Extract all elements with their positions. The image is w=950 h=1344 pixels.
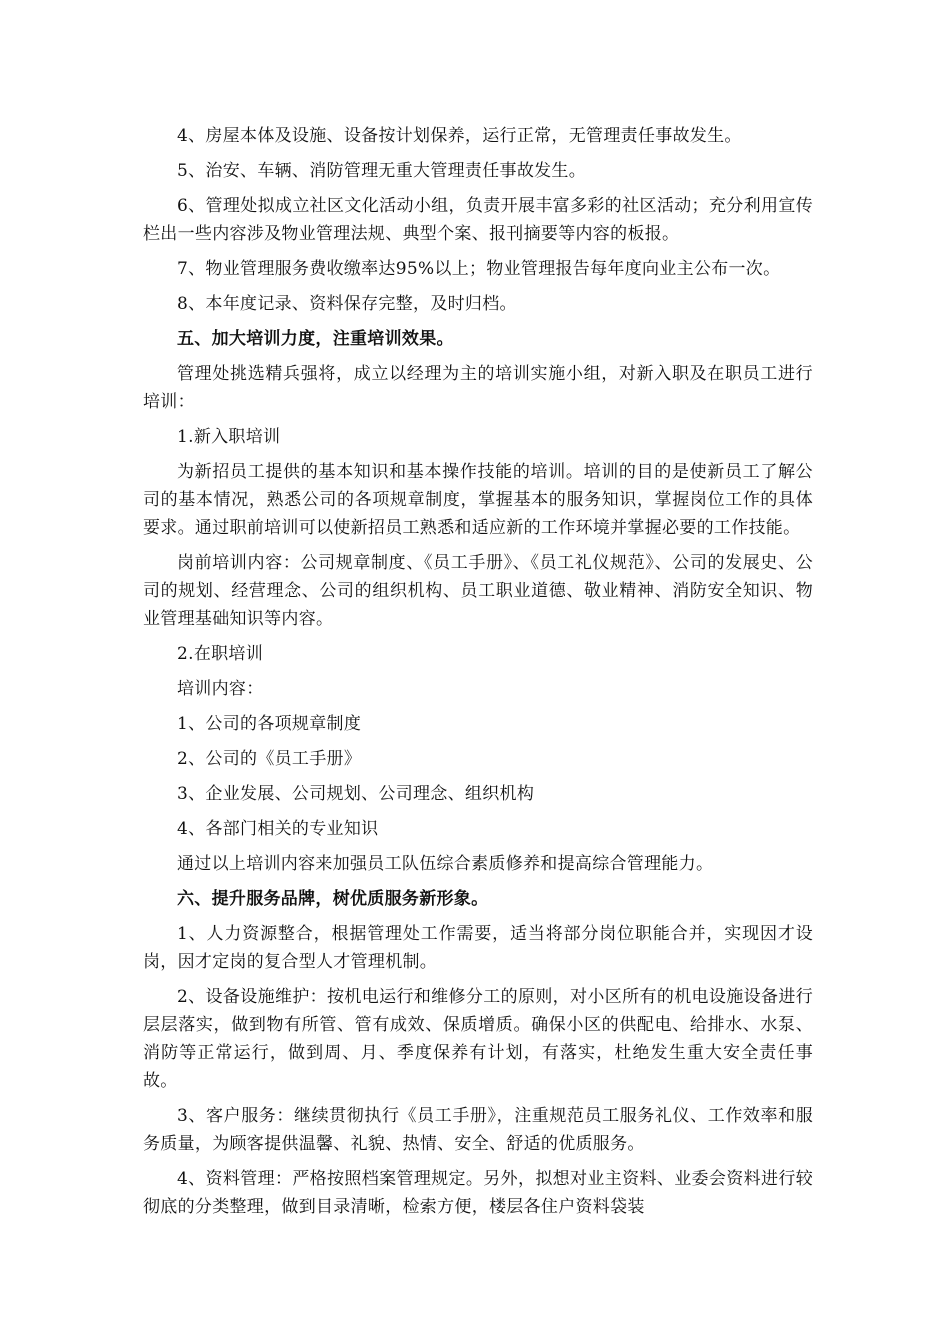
paragraph: 5、治安、车辆、消防管理无重大管理责任事故发生。 <box>177 161 587 181</box>
sub-heading: 1.新入职培训 <box>177 427 281 447</box>
paragraph: 6、管理处拟成立社区文化活动小组，负责开展丰富多彩的社区活动；充分利用宣传栏出一些内容涉及物业管理法规、典型个案、报刊摘要等内容的板报。 <box>143 196 813 244</box>
list-item: 1、公司的各项规章制度 <box>177 714 362 734</box>
paragraph: 管理处挑选精兵强将，成立以经理为主的培训实施小组，对新入职及在职员工进行培训： <box>143 364 813 412</box>
list-item: 3、企业发展、公司规划、公司理念、组织机构 <box>177 784 535 804</box>
paragraph: 7、物业管理服务费收缴率达95%以上；物业管理报告每年度向业主公布一次。 <box>177 259 781 279</box>
paragraph: 为新招员工提供的基本知识和基本操作技能的培训。培训的目的是使新员工了解公司的基本情况，熟悉公司的各项规章制度，掌握基本的服务知识，掌握岗位工作的具体要求。通过职前培训可以使新招员工熟悉和适应新的工作环境并掌握必要的工作技能。 <box>143 462 813 538</box>
paragraph: 岗前培训内容：公司规章制度、《员工手册》、《员工礼仪规范》、公司的发展史、公司的规划、经营理念、公司的组织机构、员工职业道德、敬业精神、消防安全知识、物业管理基础知识等内容。 <box>143 553 813 629</box>
paragraph: 4、资料管理：严格按照档案管理规定。另外，拟想对业主资料、业委会资料进行较彻底的分类整理，做到目录清晰，检索方便，楼层各住户资料袋装 <box>143 1169 813 1217</box>
paragraph: 培训内容： <box>177 679 264 699</box>
section-heading: 五、加大培训力度，注重培训效果。 <box>177 329 454 349</box>
paragraph: 4、房屋本体及设施、设备按计划保养，运行正常，无管理责任事故发生。 <box>177 126 742 146</box>
list-item: 2、公司的《员工手册》 <box>177 749 362 769</box>
section-heading: 六、提升服务品牌，树优质服务新形象。 <box>177 889 489 909</box>
paragraph: 通过以上培训内容来加强员工队伍综合素质修养和提高综合管理能力。 <box>177 854 714 874</box>
paragraph: 2、设备设施维护：按机电运行和维修分工的原则，对小区所有的机电设施设备进行层层落实，做到物有所管、管有成效、保质增质。确保小区的供配电、给排水、水泵、消防等正常运行，做到周、月、季度保养有计划，有落实，杜绝发生重大安全责任事故。 <box>143 987 813 1091</box>
paragraph: 3、客户服务：继续贯彻执行《员工手册》，注重规范员工服务礼仪、工作效率和服务质量，为顾客提供温馨、礼貌、热情、安全、舒适的优质服务。 <box>143 1106 813 1154</box>
paragraph: 8、本年度记录、资料保存完整，及时归档。 <box>177 294 517 314</box>
list-item: 4、各部门相关的专业知识 <box>177 819 379 839</box>
sub-heading: 2.在职培训 <box>177 644 264 664</box>
document-page <box>143 122 813 1228</box>
paragraph: 1、人力资源整合，根据管理处工作需要，适当将部分岗位职能合并，实现因才设岗，因才定岗的复合型人才管理机制。 <box>143 924 813 972</box>
